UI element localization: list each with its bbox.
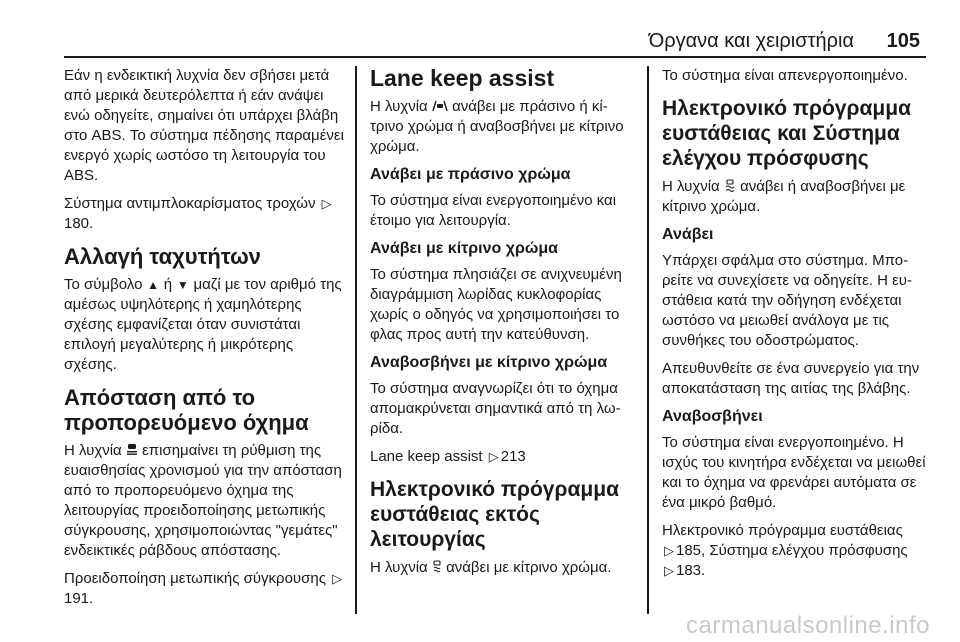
- esc-off-icon: [432, 560, 442, 574]
- page-ref-icon: ▷: [488, 449, 499, 464]
- gear-text-c: μαζί με τον αριθμό της αμέσως υψηλότερης ή χαμηλότερης σχέσης εμφανίζεται όταν συνιστάται επιλογή μεγαλύτερης ή μικρότερης σχέσης.: [64, 276, 342, 373]
- heading-lane-keep-assist: Lane keep assist: [370, 65, 555, 91]
- heading-distance: [64, 385, 346, 435]
- heading-gear-shift: Αλλαγή ταχυτήτων: [64, 244, 261, 269]
- distance-text-a: Η λυχνία: [64, 442, 122, 459]
- yellow-paragraph: Το σύστημα πλησιάζει σε ανιχνευμένη διαγράμμιση λωρίδας κυκλοφορίας χωρίς ο οδηγός να χρησιμοποιήσει το φλας προς αυτή την κατεύθυνση.: [370, 266, 622, 343]
- lane-keep-icon: [432, 99, 448, 112]
- heading-esc-line3: ελέγχου πρόσφυσης: [662, 147, 869, 170]
- heading-distance-line2: προπορευόμενο όχημα: [64, 410, 309, 435]
- esc-reference: [662, 521, 928, 581]
- heading-esc-line1: Ηλεκτρονικό πρόγραμμα: [662, 97, 911, 120]
- column-divider-1: [355, 66, 357, 614]
- lane-intro-paragraph: [370, 97, 634, 157]
- heading-esc-off-line3: λειτουργίας: [370, 528, 486, 551]
- heading-green: Ανάβει με πράσινο χρώμα: [370, 166, 571, 183]
- heading-esc-off: [370, 477, 634, 552]
- collision-reference: [64, 569, 346, 609]
- page-ref-icon: ▷: [664, 543, 674, 558]
- esc-reference-page-1[interactable]: 185, Σύστημα ελέγχου πρόσφυσης: [676, 542, 908, 559]
- abs-reference: [64, 194, 346, 234]
- esc-text-b: ανάβει ή αναβοσβήνει με κίτρινο χρώμα.: [662, 178, 906, 215]
- watermark: carmanualsonline.info: [686, 612, 930, 639]
- heading-yellow: Ανάβει με κίτρινο χρώμα: [370, 240, 558, 257]
- page-ref-icon: ▷: [321, 196, 332, 211]
- esc-reference-text: Ηλεκτρονικό πρόγραμμα ευστάθειας: [662, 522, 903, 539]
- lane-reference: [370, 447, 634, 467]
- gear-text-b: ή: [163, 276, 173, 293]
- esc-icon: [724, 179, 736, 193]
- heading-esc-line2: ευστάθειας και Σύστημα: [662, 122, 900, 145]
- gear-text-a: Το σύμβολο: [64, 276, 143, 293]
- page-ref-icon: ▷: [332, 571, 343, 586]
- page-ref-icon: ▷: [664, 563, 674, 578]
- green-paragraph: Το σύστημα είναι ενεργοποιημένο και έτοιμο για λειτουργία.: [370, 192, 617, 229]
- heading-distance-line1: Απόσταση από το: [64, 385, 256, 410]
- lane-reference-text: Lane keep assist: [370, 448, 483, 465]
- heading-esc-off-line2: ευστάθειας εκτός: [370, 503, 540, 526]
- esc-off-text-b: ανάβει με κίτρινο χρώμα.: [446, 559, 612, 576]
- heading-esc-off-line1: Ηλεκτρονικό πρόγραμμα: [370, 478, 619, 501]
- distance-car-icon: [126, 443, 138, 456]
- abs-reference-page[interactable]: 180.: [64, 215, 94, 232]
- arrow-down-icon: ▼: [176, 278, 189, 292]
- esc-off-text-a: Η λυχνία: [370, 559, 428, 576]
- lane-reference-page[interactable]: 213: [500, 448, 526, 465]
- page-header: [0, 0, 960, 56]
- lane-text-a: Η λυχνία: [370, 98, 428, 115]
- fault-paragraph: Υπάρχει σφάλμα στο σύστημα. Μπορείτε να συνεχίσετε να οδηγείτε. Η ευστάθεια κατά την οδήγηση ενδέχεται ωστόσο να μειωθεί ανάλογα με τις συνθήκες του οδοστρώματος.: [662, 252, 912, 349]
- flash-paragraph: Το σύστημα αναγνωρίζει ότι το όχημα απομακρύνεται σημαντικά από τη λωρίδα.: [370, 380, 621, 437]
- header-divider: [64, 56, 926, 58]
- arrow-up-icon: ▲: [147, 278, 160, 292]
- page-number: 105: [886, 30, 920, 52]
- collision-reference-text: Προειδοποίηση μετωπικής σύγκρουσης: [64, 570, 326, 587]
- heading-lights: Ανάβει: [662, 226, 714, 243]
- heading-flash-yellow: Αναβοσβήνει με κίτρινο χρώμα: [370, 354, 608, 371]
- column-2: [370, 66, 634, 586]
- esc-reference-page-2[interactable]: 183.: [676, 562, 706, 579]
- abs-paragraph: Εάν η ενδεικτική λυχνία δεν σβήσει μετά από μερικά δευτερόλεπτα ή εάν ανάψει ενώ οδηγείτε, σημαίνει ότι υπάρχει βλάβη στο ABS. Το σύστημα πέδησης παραμένει ενεργό χωρίς ωστόσο τη λειτουργία του ABS.: [64, 67, 344, 184]
- esc-intro-paragraph: [662, 177, 928, 217]
- system-off-paragraph: Το σύστημα είναι απενεργοποιημένο.: [662, 67, 908, 84]
- heading-esc: [662, 96, 928, 171]
- distance-paragraph: [64, 441, 346, 561]
- collision-reference-page[interactable]: 191.: [64, 590, 94, 607]
- heading-blinks: Αναβοσβήνει: [662, 408, 763, 425]
- distance-text-b: επισημαίνει τη ρύθμιση της ευαισθησίας χρονισμού για την απόσταση από το προπορευόμενο όχημα της λειτουργίας προειδοποίησης μετωπικής σύγκρουσης, χρησιμοποιώντας "γεμάτες" ενδεικτικές ράβδους απόστασης.: [64, 442, 342, 559]
- gear-shift-paragraph: [64, 275, 346, 375]
- column-1: [64, 66, 346, 617]
- column-divider-2: [647, 66, 649, 614]
- lane-text-b: ανάβει με πράσινο ή κίτρινο χρώμα ή αναβοσβήνει με κίτρινο χρώμα.: [370, 98, 624, 155]
- abs-reference-text: Σύστημα αντιμπλοκαρίσματος τροχών: [64, 195, 316, 212]
- esc-off-paragraph: [370, 558, 634, 578]
- active-paragraph: Το σύστημα είναι ενεργοποιημένο. Η ισχύς του κινητήρα ενδέχεται να μειωθεί και το όχημα να φρενάρει αυτόματα σε ένα μικρό βαθμό.: [662, 434, 926, 511]
- workshop-paragraph: Απευθυνθείτε σε ένα συνεργείο για την αποκατάσταση της αιτίας της βλάβης.: [662, 360, 920, 397]
- page-header-title: Όργανα και χειριστήρια: [648, 30, 854, 52]
- column-3: [662, 66, 928, 589]
- esc-text-a: Η λυχνία: [662, 178, 720, 195]
